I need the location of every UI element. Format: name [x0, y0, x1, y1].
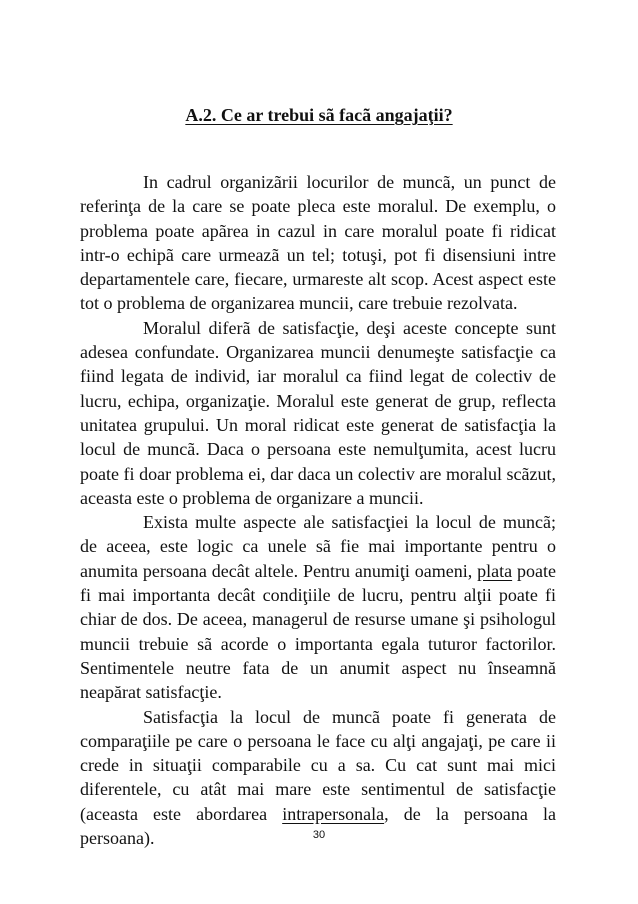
paragraph-4-text-before: Satisfacţia la locul de muncã poate fi generata de comparaţiile pe care o persoana le face cu alţi angajaţi, pe care ii crede in situaţii comparabile cu a sa. Cu cat sunt mai mici diferentele, cu atât mai mare este sentimentul de satisfacţie (aceasta este abordarea	[80, 706, 556, 824]
paragraph-3-text-before: Exista multe aspecte ale satisfacţiei la locul de muncã; de aceea, este logic ca unele sã fie mai importante pentru o anumita persoana decât altele. Pentru anumiţi oameni,	[80, 512, 556, 581]
underlined-word-plata: plata	[477, 560, 513, 581]
paragraph-4-text-after: , de la persoana la persoana).	[80, 803, 556, 849]
underlined-word-intrapersonala: intrapersonala	[282, 803, 385, 824]
section-title-text: A.2. Ce ar trebui sã facã angajaţii?	[185, 105, 453, 125]
section-title	[0, 104, 638, 126]
body-text	[80, 170, 556, 850]
page-number: 30	[312, 829, 326, 841]
paragraph-3-text-after: poate fi mai importanta decât condiţiile de lucru, pentru alţii poate fi chiar de dos. De aceea, managerul de resurse umane şi psihologul muncii trebuie sã acorde o importanta egala tuturor factorilor. Sentimentele neutre fata de un anumit aspect nu înseamnă neapărat satisfacţie.	[80, 560, 557, 703]
paragraph-1: In cadrul organizãrii locurilor de muncã, un punct de referinţa de la care se poate pleca este moralul. De exemplu, o problema poate apãrea in cazul in care moralul poate fi ridicat intr-o echipã care urmeazã un tel; totuşi, pot fi disensiuni intre departamentele care, fiecare, urmareste alt scop. Acest aspect este tot o problema de organizarea muncii, care trebuie rezolvata.	[80, 172, 556, 314]
paragraph-2: Moralul diferã de satisfacţie, deşi aceste concepte sunt adesea confundate. Organizarea muncii denumeşte satisfacţie ca fiind legata de individ, iar moralul ca fiind legat de colectiv de lucru, echipa, organizaţie. Moralul este generat de grup, reflecta unitatea grupului. Un moral ridicat este generat de satisfacţia la locul de muncã. Daca o persoana este nemulţumita, acest lucru poate fi doar problema ei, dar daca un colectiv are moralul scãzut, aceasta este o problema de organizare a muncii.	[80, 317, 556, 508]
paragraph-3	[80, 510, 556, 704]
